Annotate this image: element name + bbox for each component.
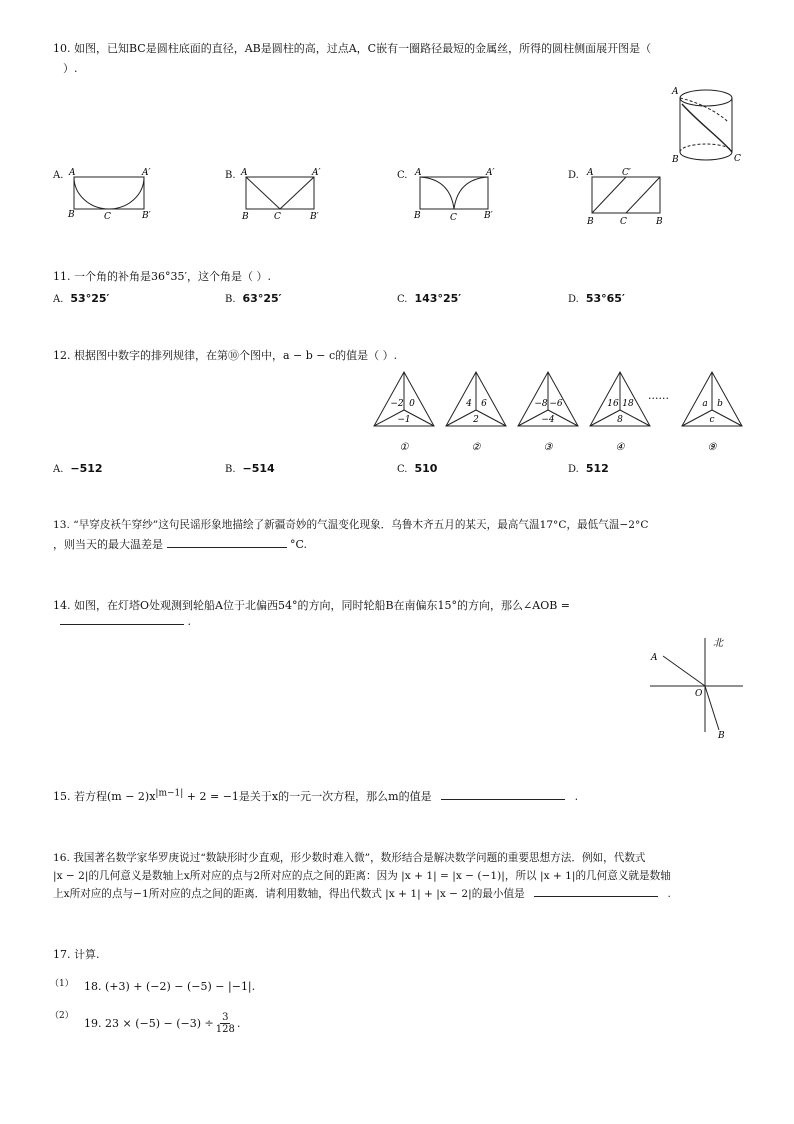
triangle-right-value: 6 [481, 399, 487, 409]
cyl-label-c: C [734, 154, 741, 164]
q12-option-d[interactable]: D. 512 [568, 462, 609, 475]
label: B′ [142, 211, 151, 221]
q12-triangle-figure [444, 370, 508, 456]
q16-line2: |x − 2|的几何意义是数轴上x所对应的点与2所对应的点之间的距离：因为 |x + 1| = |x − (−1)|，所以 |x + 1|的几何意义就是数轴 [53, 870, 671, 882]
point-o-label: O [695, 689, 703, 699]
q11-text: 11. 一个角的补角是36°35′，这个角是（ ）. [53, 270, 271, 283]
q13-line1: 13. “早穿皮袄午穿纱”这句民谣形象地描绘了新疆奇妙的气温变化现象．乌鲁木齐五月的某天，最高气温17°C，最低气温−2°C [53, 519, 649, 531]
q12-option-b[interactable]: B. −514 [225, 462, 275, 475]
triangle-right-value: −6 [549, 399, 563, 409]
q11-option-c[interactable]: C. 143°25′ [397, 292, 462, 305]
triangle-index-label: ⑨ [707, 442, 717, 453]
q17-title: 17. 计算. [53, 948, 100, 961]
label: A [587, 168, 594, 178]
point-b-label: B [718, 731, 725, 741]
triangle-left-value: 4 [466, 399, 472, 409]
q10-option-b-figure[interactable] [236, 163, 328, 225]
label: A′ [312, 168, 321, 178]
q12-triangle-figure [680, 370, 744, 456]
triangle-right-value: 18 [622, 399, 634, 409]
label: B [587, 217, 594, 227]
q14-answer-blank[interactable] [60, 614, 184, 625]
label: A [69, 168, 76, 178]
q12-option-a[interactable]: A. −512 [53, 462, 103, 475]
triangle-bottom-value: 2 [473, 415, 479, 425]
q12-ellipsis: ······ [648, 392, 669, 405]
q10-option-a-letter[interactable]: A. [53, 170, 64, 181]
q11-option-d[interactable]: D. 53°65′ [568, 292, 625, 305]
q17-item1-expr: 18. (+3) + (−2) − (−5) − |−1|. [84, 980, 256, 993]
q15-text: 15. 若方程$(m - 2)x^{|m-1|} + 2 = -1$是关于x的一元一次方程，那么m的值是 . [53, 788, 579, 803]
point-a-label: A [651, 653, 658, 663]
triangle-index-label: ③ [543, 442, 553, 453]
q10-option-b-letter[interactable]: B. [225, 170, 236, 181]
q17-item1-num: （1） [50, 979, 74, 989]
q10-text: 10. 如图，已知BC是圆柱底面的直径，AB是圆柱的高，过点A，C嵌有一圈路径最短的金属丝，所得的圆柱侧面展开图是（ [53, 42, 652, 55]
q17-item2-expr: 19. 23 × (−5) − (−3) ÷ $\frac{3}{128}$ . [84, 1012, 241, 1035]
north-label: 北 [713, 638, 723, 649]
label: A′ [486, 168, 495, 178]
q12-text: 12. 根据图中数字的排列规律，在第⑩个图中，a − b − c的值是（ ）. [53, 349, 398, 362]
label: C [104, 212, 111, 222]
q12-option-c[interactable]: C. 510 [397, 462, 438, 475]
label: C [450, 213, 457, 223]
label: C [620, 217, 627, 227]
q11-option-b[interactable]: B. 63°25′ [225, 292, 282, 305]
label: A′ [142, 168, 151, 178]
triangle-bottom-value: −1 [397, 415, 411, 425]
fraction: $\frac{3}{128}$ [215, 1012, 235, 1035]
triangle-bottom-value: −4 [541, 415, 555, 425]
label: A [241, 168, 248, 178]
triangle-index-label: ④ [615, 442, 625, 453]
cylinder-figure [668, 82, 748, 166]
label: B [68, 210, 75, 220]
q10-option-c-letter[interactable]: C. [397, 170, 408, 181]
q13-line2: ，则当天的最大温差是 °C. [53, 538, 308, 551]
q10-option-c-figure[interactable] [410, 163, 502, 225]
label: B [242, 212, 249, 222]
triangle-index-label: ① [399, 442, 409, 453]
q10-text-cont: ）. [63, 62, 78, 75]
triangle-index-label: ② [471, 442, 481, 453]
label: B′ [310, 212, 319, 222]
label: C [274, 212, 281, 222]
q12-triangle-figure [372, 370, 436, 456]
label: B [656, 217, 663, 227]
triangle-bottom-value: c [709, 415, 715, 425]
q16-line3: 上x所对应的点与−1所对应的点之间的距离．请利用数轴，得出代数式 |x + 1| + |x − 2|的最小值是 . [53, 888, 671, 900]
q10-option-d-figure[interactable] [582, 163, 674, 229]
q11-option-a[interactable]: A. 53°25′ [53, 292, 110, 305]
triangle-left-value: 16 [607, 399, 619, 409]
q15-answer-blank[interactable] [441, 789, 565, 800]
q16-answer-blank[interactable] [534, 886, 658, 897]
label: B′ [484, 211, 493, 221]
q14-compass-figure [645, 632, 749, 744]
triangle-left-value: −8 [534, 399, 548, 409]
q13-answer-blank[interactable] [167, 537, 287, 548]
q12-triangle-figure [588, 370, 652, 456]
triangle-right-value: b [717, 399, 723, 409]
label: B [414, 211, 421, 221]
q12-triangle-figure [516, 370, 580, 456]
q14-text: 14. 如图，在灯塔O处观测到轮船A位于北偏西54°的方向，同时轮船B在南偏东15°的方向，那么∠AOB = [53, 599, 571, 612]
triangle-left-value: −2 [390, 399, 404, 409]
triangle-bottom-value: 8 [617, 415, 623, 425]
triangle-left-value: a [702, 399, 708, 409]
q16-line1: 16. 我国著名数学家华罗庚说过“数缺形时少直观，形少数时难入微”，数形结合是解决数学问题的重要思想方法．例如，代数式 [53, 852, 646, 864]
q17-item2-num: （2） [50, 1011, 74, 1021]
q10-option-d-letter[interactable]: D. [568, 170, 579, 181]
cyl-label-a: A [672, 87, 679, 97]
label: A [415, 168, 422, 178]
triangle-right-value: 0 [409, 399, 415, 409]
q10-option-a-figure[interactable] [64, 163, 156, 225]
q14-answer-line: . [60, 614, 191, 628]
cyl-label-b: B [672, 155, 679, 165]
label: C′ [622, 168, 631, 178]
